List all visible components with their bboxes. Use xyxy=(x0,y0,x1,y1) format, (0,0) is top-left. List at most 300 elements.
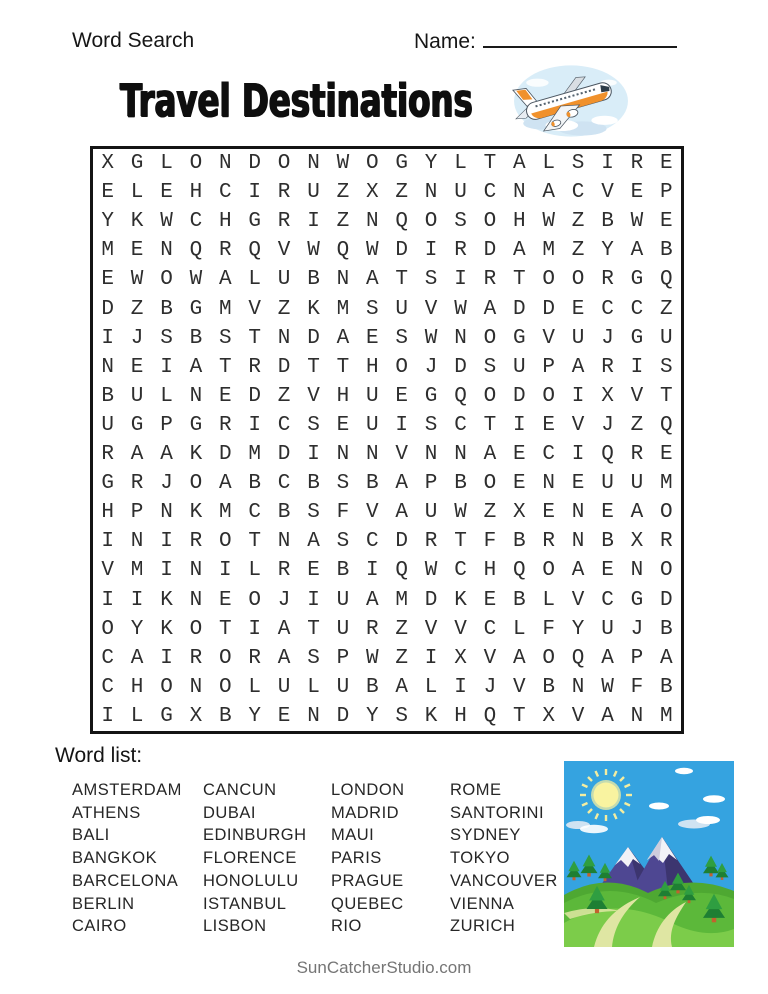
grid-cell: X xyxy=(365,181,379,205)
grid-cell: B xyxy=(601,210,614,234)
word-item: ATHENS xyxy=(72,803,141,822)
grid-cell: H xyxy=(189,181,203,205)
grid-cell: T xyxy=(454,530,467,554)
grid-cell: N xyxy=(365,210,379,234)
grid-cell: T xyxy=(512,704,526,728)
grid-cell: T xyxy=(307,355,320,379)
airplane-icon xyxy=(511,62,631,140)
grid-cell: D xyxy=(248,152,261,176)
grid-cell: U xyxy=(659,326,673,350)
grid-cell: C xyxy=(101,675,114,699)
grid-cell: G xyxy=(630,588,644,612)
grid-cell: I xyxy=(160,530,173,554)
grid-cell: N xyxy=(307,152,320,176)
word-item: LISBON xyxy=(203,917,267,936)
grid-cell: N xyxy=(571,501,585,525)
grid-cell: R xyxy=(277,181,291,205)
word-item: SANTORINI xyxy=(450,803,545,822)
grid-cell: W xyxy=(601,675,614,699)
grid-cell: N xyxy=(365,443,379,467)
grid-cell: L xyxy=(424,675,438,699)
grid-cell: I xyxy=(160,355,173,379)
word-item: VIENNA xyxy=(450,894,515,913)
grid-cell: A xyxy=(483,297,497,321)
grid-cell: I xyxy=(248,413,261,437)
grid-cell: R xyxy=(218,413,232,437)
grid-cell: V xyxy=(571,704,585,728)
grid-cell: X xyxy=(454,646,467,670)
grid-cell: S xyxy=(424,268,438,292)
grid-cell: X xyxy=(542,704,555,728)
grid-cell: Z xyxy=(395,617,408,641)
grid-cell: Q xyxy=(659,268,673,292)
grid-cell: R xyxy=(189,530,203,554)
grid-cell: A xyxy=(571,355,585,379)
grid-cell: L xyxy=(454,152,467,176)
grid-cell: W xyxy=(307,239,320,263)
grid-cell: B xyxy=(365,675,379,699)
page-title: Travel Destinations xyxy=(120,74,473,127)
word-item: HONOLULU xyxy=(203,871,299,890)
grid-cell: C xyxy=(365,530,379,554)
grid-cell: X xyxy=(512,501,526,525)
grid-cell: M xyxy=(218,297,232,321)
grid-cell: S xyxy=(571,152,585,176)
grid-cell: A xyxy=(218,472,232,496)
grid-cell: U xyxy=(365,384,379,408)
grid-cell: J xyxy=(160,472,173,496)
grid-cell: N xyxy=(160,501,173,525)
grid-cell: A xyxy=(395,501,408,525)
grid-cell: D xyxy=(307,326,320,350)
grid-cell: A xyxy=(483,443,497,467)
grid-cell: O xyxy=(483,472,497,496)
grid-cell: A xyxy=(601,646,614,670)
grid-cell: H xyxy=(130,675,144,699)
grid-cell: K xyxy=(160,617,173,641)
grid-cell: U xyxy=(571,326,585,350)
grid-cell: V xyxy=(512,675,526,699)
grid-cell: A xyxy=(307,530,320,554)
grid-cell: T xyxy=(248,530,261,554)
grid-cell: Z xyxy=(571,210,585,234)
grid-cell: R xyxy=(483,268,497,292)
grid-cell: A xyxy=(542,181,555,205)
grid-cell: M xyxy=(659,704,673,728)
grid-cell: R xyxy=(101,443,114,467)
grid-cell: U xyxy=(307,181,320,205)
grid-cell: N xyxy=(542,472,555,496)
grid-cell: U xyxy=(277,675,291,699)
grid-cell: U xyxy=(630,472,644,496)
grid-cell: E xyxy=(277,704,291,728)
grid-cell: I xyxy=(454,675,467,699)
grid-cell: Y xyxy=(601,239,614,263)
grid-cell: D xyxy=(512,297,526,321)
grid-cell: R xyxy=(365,617,379,641)
grid-cell: O xyxy=(218,646,232,670)
grid-cell: E xyxy=(659,443,673,467)
grid-cell: Q xyxy=(189,239,203,263)
landscape-illustration xyxy=(564,761,734,947)
grid-cell: L xyxy=(160,152,173,176)
grid-cell: P xyxy=(424,472,438,496)
grid-cell: N xyxy=(424,181,438,205)
grid-cell: B xyxy=(659,239,673,263)
grid-cell: J xyxy=(130,326,144,350)
grid-cell: U xyxy=(336,588,350,612)
grid-cell: W xyxy=(365,239,379,263)
word-item: ZURICH xyxy=(450,917,516,936)
grid-cell: Q xyxy=(395,210,408,234)
word-item: PRAGUE xyxy=(331,871,404,890)
grid-cell: C xyxy=(218,181,232,205)
grid-cell: N xyxy=(307,704,320,728)
grid-cell: A xyxy=(395,675,408,699)
grid-cell: N xyxy=(424,443,438,467)
grid-cell: I xyxy=(571,443,585,467)
grid-cell: B xyxy=(659,617,673,641)
grid-cell: U xyxy=(601,472,614,496)
grid-cell: R xyxy=(277,210,291,234)
grid-cell: Z xyxy=(659,297,673,321)
grid-cell: N xyxy=(571,675,585,699)
word-item: MAUI xyxy=(331,826,375,845)
grid-cell: E xyxy=(659,152,673,176)
grid-cell: R xyxy=(454,239,467,263)
grid-cell: A xyxy=(601,704,614,728)
grid-cell: E xyxy=(160,181,173,205)
grid-cell: I xyxy=(395,413,408,437)
grid-cell: X xyxy=(601,384,614,408)
grid-cell: N xyxy=(277,530,291,554)
grid-cell: A xyxy=(189,355,203,379)
grid-cell: V xyxy=(601,181,614,205)
grid-cell: C xyxy=(248,501,261,525)
grid-cell: A xyxy=(659,646,673,670)
grid-cell: P xyxy=(630,646,644,670)
grid-cell: O xyxy=(424,210,438,234)
grid-cell: U xyxy=(424,501,438,525)
grid-cell: L xyxy=(248,559,261,583)
grid-cell: A xyxy=(365,268,379,292)
grid-cell: N xyxy=(630,704,644,728)
grid-cell: M xyxy=(248,443,261,467)
grid-cell: I xyxy=(512,413,526,437)
grid-cell: Q xyxy=(395,559,408,583)
grid-cell: W xyxy=(424,559,438,583)
grid-cell: T xyxy=(395,268,408,292)
grid-cell: U xyxy=(130,384,144,408)
grid-cell: M xyxy=(130,559,144,583)
grid-cell: G xyxy=(189,413,203,437)
grid-cell: I xyxy=(101,530,114,554)
grid-cell: N xyxy=(336,268,350,292)
grid-cell: F xyxy=(542,617,555,641)
grid-cell: N xyxy=(189,675,203,699)
grid-cell: E xyxy=(630,181,644,205)
grid-cell: V xyxy=(248,297,261,321)
grid-cell: W xyxy=(424,326,438,350)
grid-cell: E xyxy=(571,472,585,496)
grid-cell: T xyxy=(512,268,526,292)
grid-cell: O xyxy=(483,326,497,350)
word-item: ROME xyxy=(450,781,502,799)
grid-cell: D xyxy=(395,239,408,263)
grid-cell: N xyxy=(336,443,350,467)
grid-cell: R xyxy=(130,472,144,496)
grid-cell: D xyxy=(512,384,526,408)
grid-cell: V xyxy=(571,413,585,437)
grid-cell: R xyxy=(630,152,644,176)
grid-cell: Y xyxy=(365,704,379,728)
grid-cell: K xyxy=(189,501,203,525)
grid-cell: D xyxy=(542,297,555,321)
grid-cell: C xyxy=(454,413,467,437)
grid-cell: E xyxy=(601,559,614,583)
grid-cell: Z xyxy=(336,210,350,234)
grid-cell: N xyxy=(130,530,144,554)
grid-cell: A xyxy=(277,617,291,641)
grid-cell: I xyxy=(218,559,232,583)
grid-cell: Z xyxy=(336,181,350,205)
grid-cell: N xyxy=(277,326,291,350)
grid-cell: E xyxy=(101,181,114,205)
grid-cell: W xyxy=(630,210,644,234)
grid-cell: O xyxy=(189,617,203,641)
grid-cell: C xyxy=(601,297,614,321)
grid-cell: P xyxy=(160,413,173,437)
word-list-column xyxy=(203,779,331,938)
grid-cell: Y xyxy=(424,152,438,176)
puzzle-grid xyxy=(90,146,684,734)
grid-cell: D xyxy=(424,588,438,612)
grid-cell: E xyxy=(130,355,144,379)
grid-cell: B xyxy=(101,384,114,408)
grid-cell: O xyxy=(483,210,497,234)
grid-cell: J xyxy=(424,355,438,379)
grid-cell: I xyxy=(454,268,467,292)
grid-cell: R xyxy=(218,239,232,263)
grid-cell: T xyxy=(483,413,497,437)
grid-cell: M xyxy=(336,297,350,321)
grid-cell: Q xyxy=(571,646,585,670)
grid-cell: W xyxy=(336,152,350,176)
grid-cell: I xyxy=(630,355,644,379)
grid-cell: N xyxy=(218,152,232,176)
grid-cell: N xyxy=(571,530,585,554)
grid-cell: S xyxy=(336,530,350,554)
grid-cell: R xyxy=(601,355,614,379)
grid-cell: Z xyxy=(277,297,291,321)
grid-cell: Z xyxy=(395,181,408,205)
name-label: Name: xyxy=(414,30,476,53)
grid-cell: D xyxy=(277,443,291,467)
grid-cell: S xyxy=(424,413,438,437)
grid-cell: V xyxy=(101,559,114,583)
grid-cell: Y xyxy=(130,617,144,641)
grid-cell: O xyxy=(542,268,555,292)
grid-cell: R xyxy=(189,646,203,670)
grid-cell: T xyxy=(218,355,232,379)
grid-cell: E xyxy=(307,559,320,583)
grid-cell: S xyxy=(395,326,408,350)
grid-cell: Z xyxy=(571,239,585,263)
grid-cell: U xyxy=(365,413,379,437)
grid-cell: L xyxy=(160,384,173,408)
grid-cell: Z xyxy=(130,297,144,321)
grid-cell: Q xyxy=(601,443,614,467)
grid-cell: E xyxy=(512,443,526,467)
grid-cell: Q xyxy=(248,239,261,263)
word-item: VANCOUVER xyxy=(450,871,558,890)
grid-cell: E xyxy=(101,268,114,292)
grid-cell: U xyxy=(512,355,526,379)
grid-cell: X xyxy=(630,530,644,554)
grid-cell: Q xyxy=(512,559,526,583)
grid-cell: O xyxy=(189,472,203,496)
grid-cell: A xyxy=(512,239,526,263)
grid-cell: O xyxy=(659,501,673,525)
grid-cell: A xyxy=(512,152,526,176)
grid-cell: W xyxy=(454,501,467,525)
grid-cell: Q xyxy=(454,384,467,408)
grid-cell: F xyxy=(630,675,644,699)
grid-cell: I xyxy=(307,210,320,234)
grid-cell: R xyxy=(248,355,261,379)
grid-cell: D xyxy=(454,355,467,379)
grid-cell: N xyxy=(630,559,644,583)
grid-cell: J xyxy=(601,326,614,350)
grid-cell: D xyxy=(218,443,232,467)
grid-cell: P xyxy=(542,355,555,379)
grid-cell: A xyxy=(571,559,585,583)
grid-cell: O xyxy=(483,384,497,408)
word-item: DUBAI xyxy=(203,803,256,822)
grid-cell: A xyxy=(130,443,144,467)
word-item: SYDNEY xyxy=(450,826,521,845)
grid-cell: C xyxy=(483,181,497,205)
grid-cell: I xyxy=(424,646,438,670)
grid-cell: E xyxy=(659,210,673,234)
grid-cell: R xyxy=(248,646,261,670)
grid-cell: E xyxy=(218,588,232,612)
grid-cell: B xyxy=(336,559,350,583)
grid-cell: E xyxy=(218,384,232,408)
grid-cell: K xyxy=(189,443,203,467)
name-area xyxy=(414,29,677,54)
grid-cell: C xyxy=(542,443,555,467)
grid-cell: N xyxy=(512,181,526,205)
grid-cell: G xyxy=(395,152,408,176)
grid-cell: V xyxy=(542,326,555,350)
grid-cell: D xyxy=(395,530,408,554)
grid-cell: L xyxy=(307,675,320,699)
grid-cell: L xyxy=(512,617,526,641)
grid-cell: A xyxy=(277,646,291,670)
grid-cell: Z xyxy=(483,501,497,525)
grid-cell: D xyxy=(483,239,497,263)
grid-cell: O xyxy=(395,355,408,379)
grid-cell: Q xyxy=(483,704,497,728)
grid-cell: H xyxy=(512,210,526,234)
grid-cell: T xyxy=(218,617,232,641)
word-item: TOKYO xyxy=(450,849,510,868)
grid-cell: B xyxy=(659,675,673,699)
grid-cell: H xyxy=(454,704,467,728)
grid-cell: O xyxy=(365,152,379,176)
word-item: FLORENCE xyxy=(203,849,297,868)
grid-cell: S xyxy=(160,326,173,350)
word-item: EDINBURGH xyxy=(203,826,307,845)
grid-cell: K xyxy=(160,588,173,612)
grid-cell: M xyxy=(218,501,232,525)
grid-cell: L xyxy=(248,675,261,699)
grid-cell: G xyxy=(630,326,644,350)
grid-cell: Z xyxy=(395,646,408,670)
grid-cell: S xyxy=(307,501,320,525)
grid-cell: H xyxy=(365,355,379,379)
grid-cell: P xyxy=(659,181,673,205)
grid-cell: E xyxy=(130,239,144,263)
grid-cell: R xyxy=(424,530,438,554)
grid-cell: V xyxy=(454,617,467,641)
grid-cell: G xyxy=(130,152,144,176)
grid-cell: V xyxy=(424,617,438,641)
grid-cell: B xyxy=(601,530,614,554)
grid-cell: S xyxy=(336,472,350,496)
grid-cell: O xyxy=(542,384,555,408)
word-item: BERLIN xyxy=(72,894,135,913)
grid-cell: N xyxy=(101,355,114,379)
grid-cell: C xyxy=(101,646,114,670)
grid-cell: A xyxy=(512,646,526,670)
grid-cell: I xyxy=(101,326,114,350)
grid-cell: D xyxy=(659,588,673,612)
grid-cell: S xyxy=(307,646,320,670)
grid-cell: C xyxy=(277,472,291,496)
grid-cell: B xyxy=(365,472,379,496)
word-item: RIO xyxy=(331,917,362,936)
grid-cell: S xyxy=(307,413,320,437)
grid-cell: A xyxy=(130,646,144,670)
grid-cell: S xyxy=(395,704,408,728)
grid-cell: B xyxy=(160,297,173,321)
grid-cell: R xyxy=(659,530,673,554)
grid-cell: H xyxy=(483,559,497,583)
grid-cell: U xyxy=(454,181,467,205)
grid-cell: I xyxy=(101,704,114,728)
grid-cell: K xyxy=(454,588,467,612)
grid-cell: Q xyxy=(659,413,673,437)
grid-cell: V xyxy=(571,588,585,612)
grid-cell: B xyxy=(512,588,526,612)
grid-cell: E xyxy=(483,588,497,612)
word-item: MADRID xyxy=(331,803,400,822)
grid-cell: V xyxy=(307,384,320,408)
grid-cell: L xyxy=(542,588,555,612)
grid-cell: O xyxy=(189,152,203,176)
grid-cell: N xyxy=(454,443,467,467)
word-item: BANGKOK xyxy=(72,849,158,868)
grid-cell: H xyxy=(101,501,114,525)
grid-cell: X xyxy=(101,152,114,176)
grid-cell: C xyxy=(601,588,614,612)
grid-cell: A xyxy=(630,239,644,263)
grid-cell: I xyxy=(424,239,438,263)
grid-cell: S xyxy=(218,326,232,350)
grid-cell: G xyxy=(130,413,144,437)
